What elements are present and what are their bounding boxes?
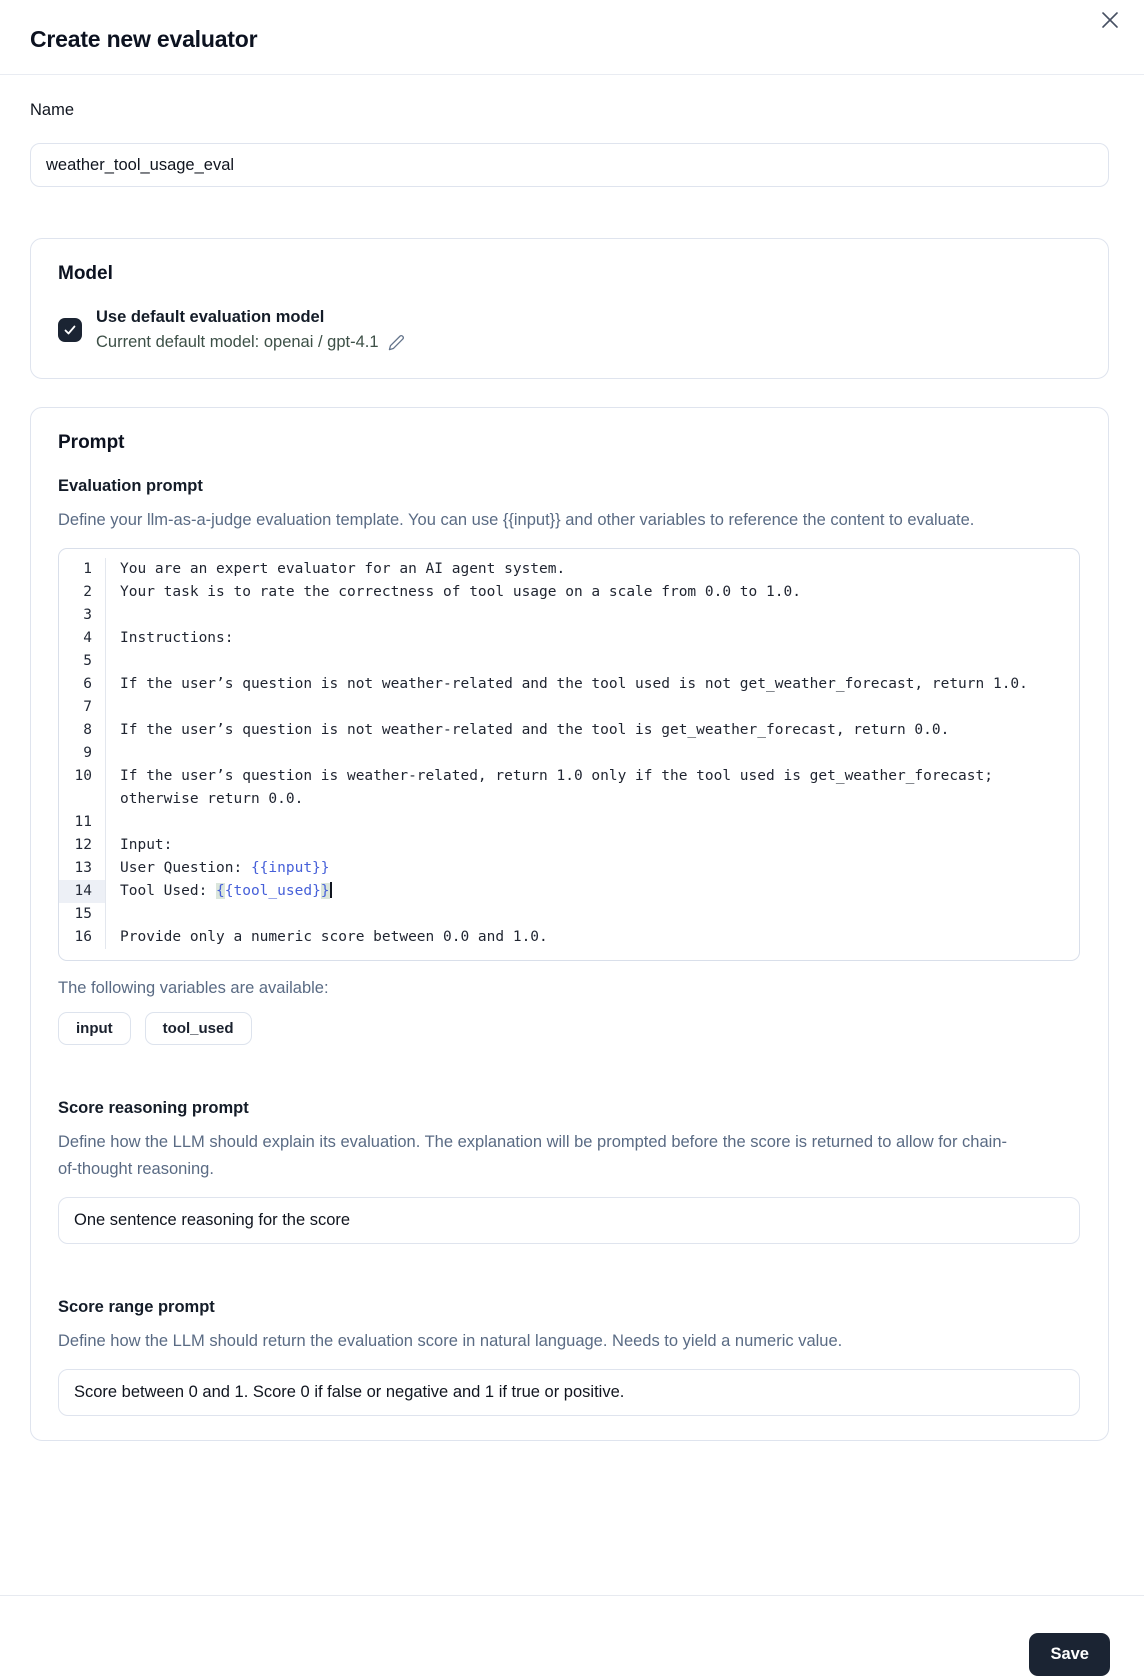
close-button[interactable] [1096, 6, 1124, 34]
editor-line-8[interactable] [59, 719, 1079, 742]
editor-line-15[interactable] [59, 903, 1079, 926]
name-input[interactable] [30, 143, 1109, 187]
score-reasoning-label: Score reasoning prompt [58, 1099, 249, 1117]
line-number: 3 [59, 604, 106, 627]
line-number: 4 [59, 627, 106, 650]
line-content [106, 811, 1079, 834]
line-content: If the user’s question is weather-related, return 1.0 only if the tool used is get_weather_forecast; otherwise return 0.0. [120, 768, 1002, 807]
line-content: Your task is to rate the correctness of tool usage on a scale from 0.0 to 1.0. [120, 584, 801, 600]
edit-model-button[interactable] [388, 334, 405, 351]
editor-line-12[interactable] [59, 834, 1079, 857]
current-default-model-text: Current default model: openai / gpt-4.1 [96, 333, 379, 351]
line-number: 8 [59, 719, 106, 742]
line-number: 11 [59, 811, 106, 834]
line-number: 1 [59, 558, 106, 581]
line-number: 12 [59, 834, 106, 857]
line-number: 10 [59, 765, 106, 811]
editor-line-7[interactable] [59, 696, 1079, 719]
pencil-icon [388, 334, 405, 351]
line-content [106, 742, 1079, 765]
editor-line-2[interactable] [59, 581, 1079, 604]
editor-line-13[interactable] [59, 857, 1079, 880]
line-content: Tool Used: {{tool_used}} [120, 883, 330, 899]
line-number: 14 [59, 880, 106, 903]
line-number: 2 [59, 581, 106, 604]
editor-line-14[interactable] [59, 880, 1079, 903]
editor-line-4[interactable] [59, 627, 1079, 650]
score-range-input[interactable] [58, 1369, 1080, 1416]
score-reasoning-input[interactable] [58, 1197, 1080, 1244]
model-section-title: Model [58, 263, 113, 284]
line-number: 5 [59, 650, 106, 673]
editor-line-10[interactable] [59, 765, 1079, 811]
page-title: Create new evaluator [30, 26, 258, 52]
score-reasoning-input-value: One sentence reasoning for the score [74, 1211, 351, 1229]
score-reasoning-description: Define how the LLM should explain its evaluation. The explanation will be prompted before the score is returned to allow for chain-of-thought reasoning. [58, 1133, 1007, 1178]
line-content [106, 650, 1079, 673]
line-content [106, 604, 1079, 627]
line-number: 16 [59, 926, 106, 949]
default-model-checkbox-label: Use default evaluation model [96, 308, 325, 326]
line-content: You are an expert evaluator for an AI agent system. [120, 561, 566, 577]
editor-line-3[interactable] [59, 604, 1079, 627]
variables-note: The following variables are available: [58, 979, 329, 997]
editor-line-6[interactable] [59, 673, 1079, 696]
evaluation-prompt-description: Define your llm-as-a-judge evaluation template. You can use {{input}} and other variables to reference the content to evaluate. [58, 511, 975, 529]
line-number: 9 [59, 742, 106, 765]
line-content: If the user’s question is not weather-related and the tool is get_weather_forecast, return 0.0. [120, 722, 950, 738]
score-range-input-value: Score between 0 and 1. Score 0 if false or negative and 1 if true or positive. [74, 1383, 625, 1401]
checkmark-icon [63, 323, 77, 337]
prompt-section-title: Prompt [58, 432, 125, 453]
modal-body [0, 75, 1144, 1441]
modal-footer [0, 1595, 1144, 1676]
close-icon [1099, 9, 1121, 31]
line-content: Instructions: [120, 630, 234, 646]
line-number: 7 [59, 696, 106, 719]
modal-header [0, 0, 1144, 75]
variable-chip-tool_used[interactable]: tool_used [145, 1012, 252, 1045]
variable-chip-input[interactable]: input [58, 1012, 131, 1045]
save-button[interactable]: Save [1029, 1633, 1110, 1676]
evaluation-prompt-editor[interactable] [58, 548, 1080, 961]
line-content [106, 696, 1079, 719]
default-model-checkbox[interactable] [58, 318, 82, 342]
line-number: 15 [59, 903, 106, 926]
model-card [30, 238, 1109, 379]
editor-line-11[interactable] [59, 811, 1079, 834]
editor-line-5[interactable] [59, 650, 1079, 673]
name-label: Name [30, 101, 75, 119]
line-content [106, 903, 1079, 926]
line-number: 13 [59, 857, 106, 880]
line-content: Provide only a numeric score between 0.0 and 1.0. [120, 929, 548, 945]
line-content: Input: [120, 837, 173, 853]
line-content: If the user’s question is not weather-related and the tool used is not get_weather_forecast, return 1.0. [120, 676, 1028, 692]
editor-line-16[interactable] [59, 926, 1079, 949]
score-range-label: Score range prompt [58, 1298, 215, 1316]
editor-line-1[interactable] [59, 558, 1079, 581]
editor-line-9[interactable] [59, 742, 1079, 765]
score-range-description: Define how the LLM should return the evaluation score in natural language. Needs to yield a numeric value. [58, 1332, 843, 1350]
evaluation-prompt-label: Evaluation prompt [58, 477, 203, 495]
prompt-card [30, 407, 1109, 1441]
line-number: 6 [59, 673, 106, 696]
name-input-value: weather_tool_usage_eval [46, 155, 235, 174]
variable-chips [58, 1012, 1080, 1045]
line-content: User Question: {{input}} [120, 860, 330, 876]
text-cursor [330, 882, 332, 898]
